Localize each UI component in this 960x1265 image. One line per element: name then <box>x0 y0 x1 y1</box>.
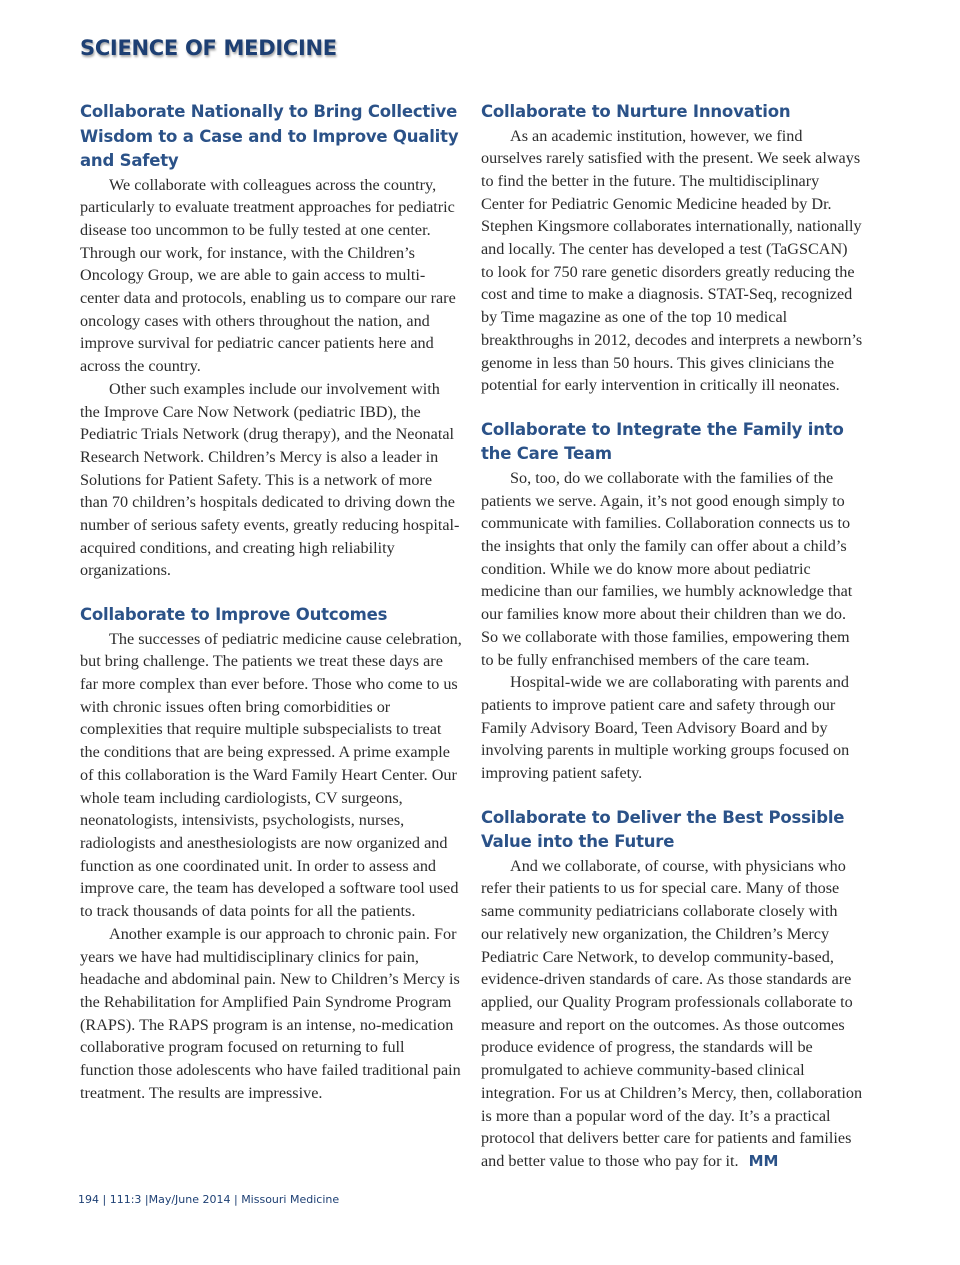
final-paragraph-text: And we collaborate, of course, with physicians who refer their patients to us for special care. Many of those same community pediatricians collaborate closely with our relatively new organization, the Children’s Mercy Pediatric Care Network, to develop community-based, evidence-driven standards of care. As those standards are applied, our Quality Program professionals collaborate to measure and report on the outcomes. As those outcomes produce evidence of progress, the standards will be promulgated to achieve community-based clinical integration. For us at Children’s Mercy, then, collaboration is more than a popular word of the day. It’s a practical protocol that delivers better care for patients and families and better value to those who pay for it. <box>481 856 863 1170</box>
page-footer: 194 | 111:3 |May/June 2014 | Missouri Medicine <box>78 1193 340 1206</box>
body-paragraph: We collaborate with colleagues across the country, particularly to evaluate treatment approaches for pediatric disease too uncommon to be fully tested at one center. Through our work, for instance, with the Children’s Oncology Group, we are able to gain access to multi-center data and protocols, enabling us to compare our rare oncology cases with others throughout the nation, and improve survival for pediatric cancer patients here and across the country. <box>80 175 456 376</box>
section-title: SCIENCE OF MEDICINE <box>80 36 337 60</box>
body-paragraph: Hospital-wide we are collaborating with parents and patients to improve patient care and safety through our Family Advisory Board, Teen Advisory Board and by involving parents in multiple working groups focused on improving patient safety. <box>481 673 850 783</box>
body-paragraph-last <box>481 855 863 1173</box>
left-column <box>80 100 462 1104</box>
heading-improve-outcomes: Collaborate to Improve Outcomes <box>80 605 388 625</box>
heading-integrate-family: Collaborate to Integrate the Family into the Care Team <box>481 419 844 464</box>
body-paragraph: So, too, do we collaborate with the families of the patients we serve. Again, it’s not good enough simply to communicate with families. Collaboration connects us to the insights that only the family can offer about a child’s condition. While we do know more about pediatric medicine than our families, we humbly acknowledge that our families know more about their children than we do. So we collaborate with those families, empowering them to be fully enfranchised members of the care team. <box>481 468 853 669</box>
heading-nurture-innovation: Collaborate to Nurture Innovation <box>481 102 791 121</box>
heading-collaborate-nationally: Collaborate Nationally to Bring Collective Wisdom to a Case and to Improve Quality and Safety <box>80 102 459 170</box>
heading-deliver-value: Collaborate to Deliver the Best Possible Value into the Future <box>481 807 845 852</box>
body-paragraph: As an academic institution, however, we find ourselves rarely satisfied with the present. We seek always to find the better in the future. The multidisciplinary Center for Pediatric Genomic Medicine headed by Dr. Stephen Kingsmore collaborates internationally, nationally and locally. The center has developed a test (TaGSCAN) to look for 750 rare genetic disorders greatly reducing the cost and time to make a diagnosis. STAT-Seq, recognized by Time magazine as one of the top 10 medical breakthroughs in 2012, decodes and interprets a newborn’s genome in less than 50 hours. This gives clinicians the potential for early intervention in critically ill neonates. <box>481 126 863 395</box>
body-paragraph: Other such examples include our involvement with the Improve Care Now Network (pediatric IBD), the Pediatric Trials Network (drug therapy), and the Neonatal Research Network. Children’s Mercy is also a leader in Solutions for Patient Safety. This is a network of more than 70 children’s hospitals dedicated to driving down the number of serious safety events, greatly reducing hospital-acquired conditions, and creating high reliability organizations. <box>80 379 460 580</box>
body-paragraph: Another example is our approach to chronic pain. For years we have had multidisciplinary clinics for pain, headache and abdominal pain. New to Children’s Mercy is the Rehabilitation for Amplified Pain Syndrome Program (RAPS). The RAPS program is an intense, no-medication collaborative program focused on returning to full function those adolescents who have failed traditional pain treatment. The results are impressive. <box>80 924 461 1102</box>
body-paragraph: The successes of pediatric medicine cause celebration, but bring challenge. The patients we treat these days are far more complex than ever before. Those who come to us with chronic issues often bring comorbidities or complexities that require multiple subspecialists to treat the conditions that are being expressed. A prime example of this collaboration is the Ward Family Heart Center. Our whole team including cardiologists, CV surgeons, neonatologists, intensivists, psychologists, nurses, radiologists and anesthesiologists are now organized and function as one coordinated unit. In order to assess and improve care, the team has developed a software tool used to track thousands of data points for all the patients. <box>80 629 462 921</box>
right-column <box>481 100 863 1173</box>
end-mark: MM <box>748 1151 779 1170</box>
